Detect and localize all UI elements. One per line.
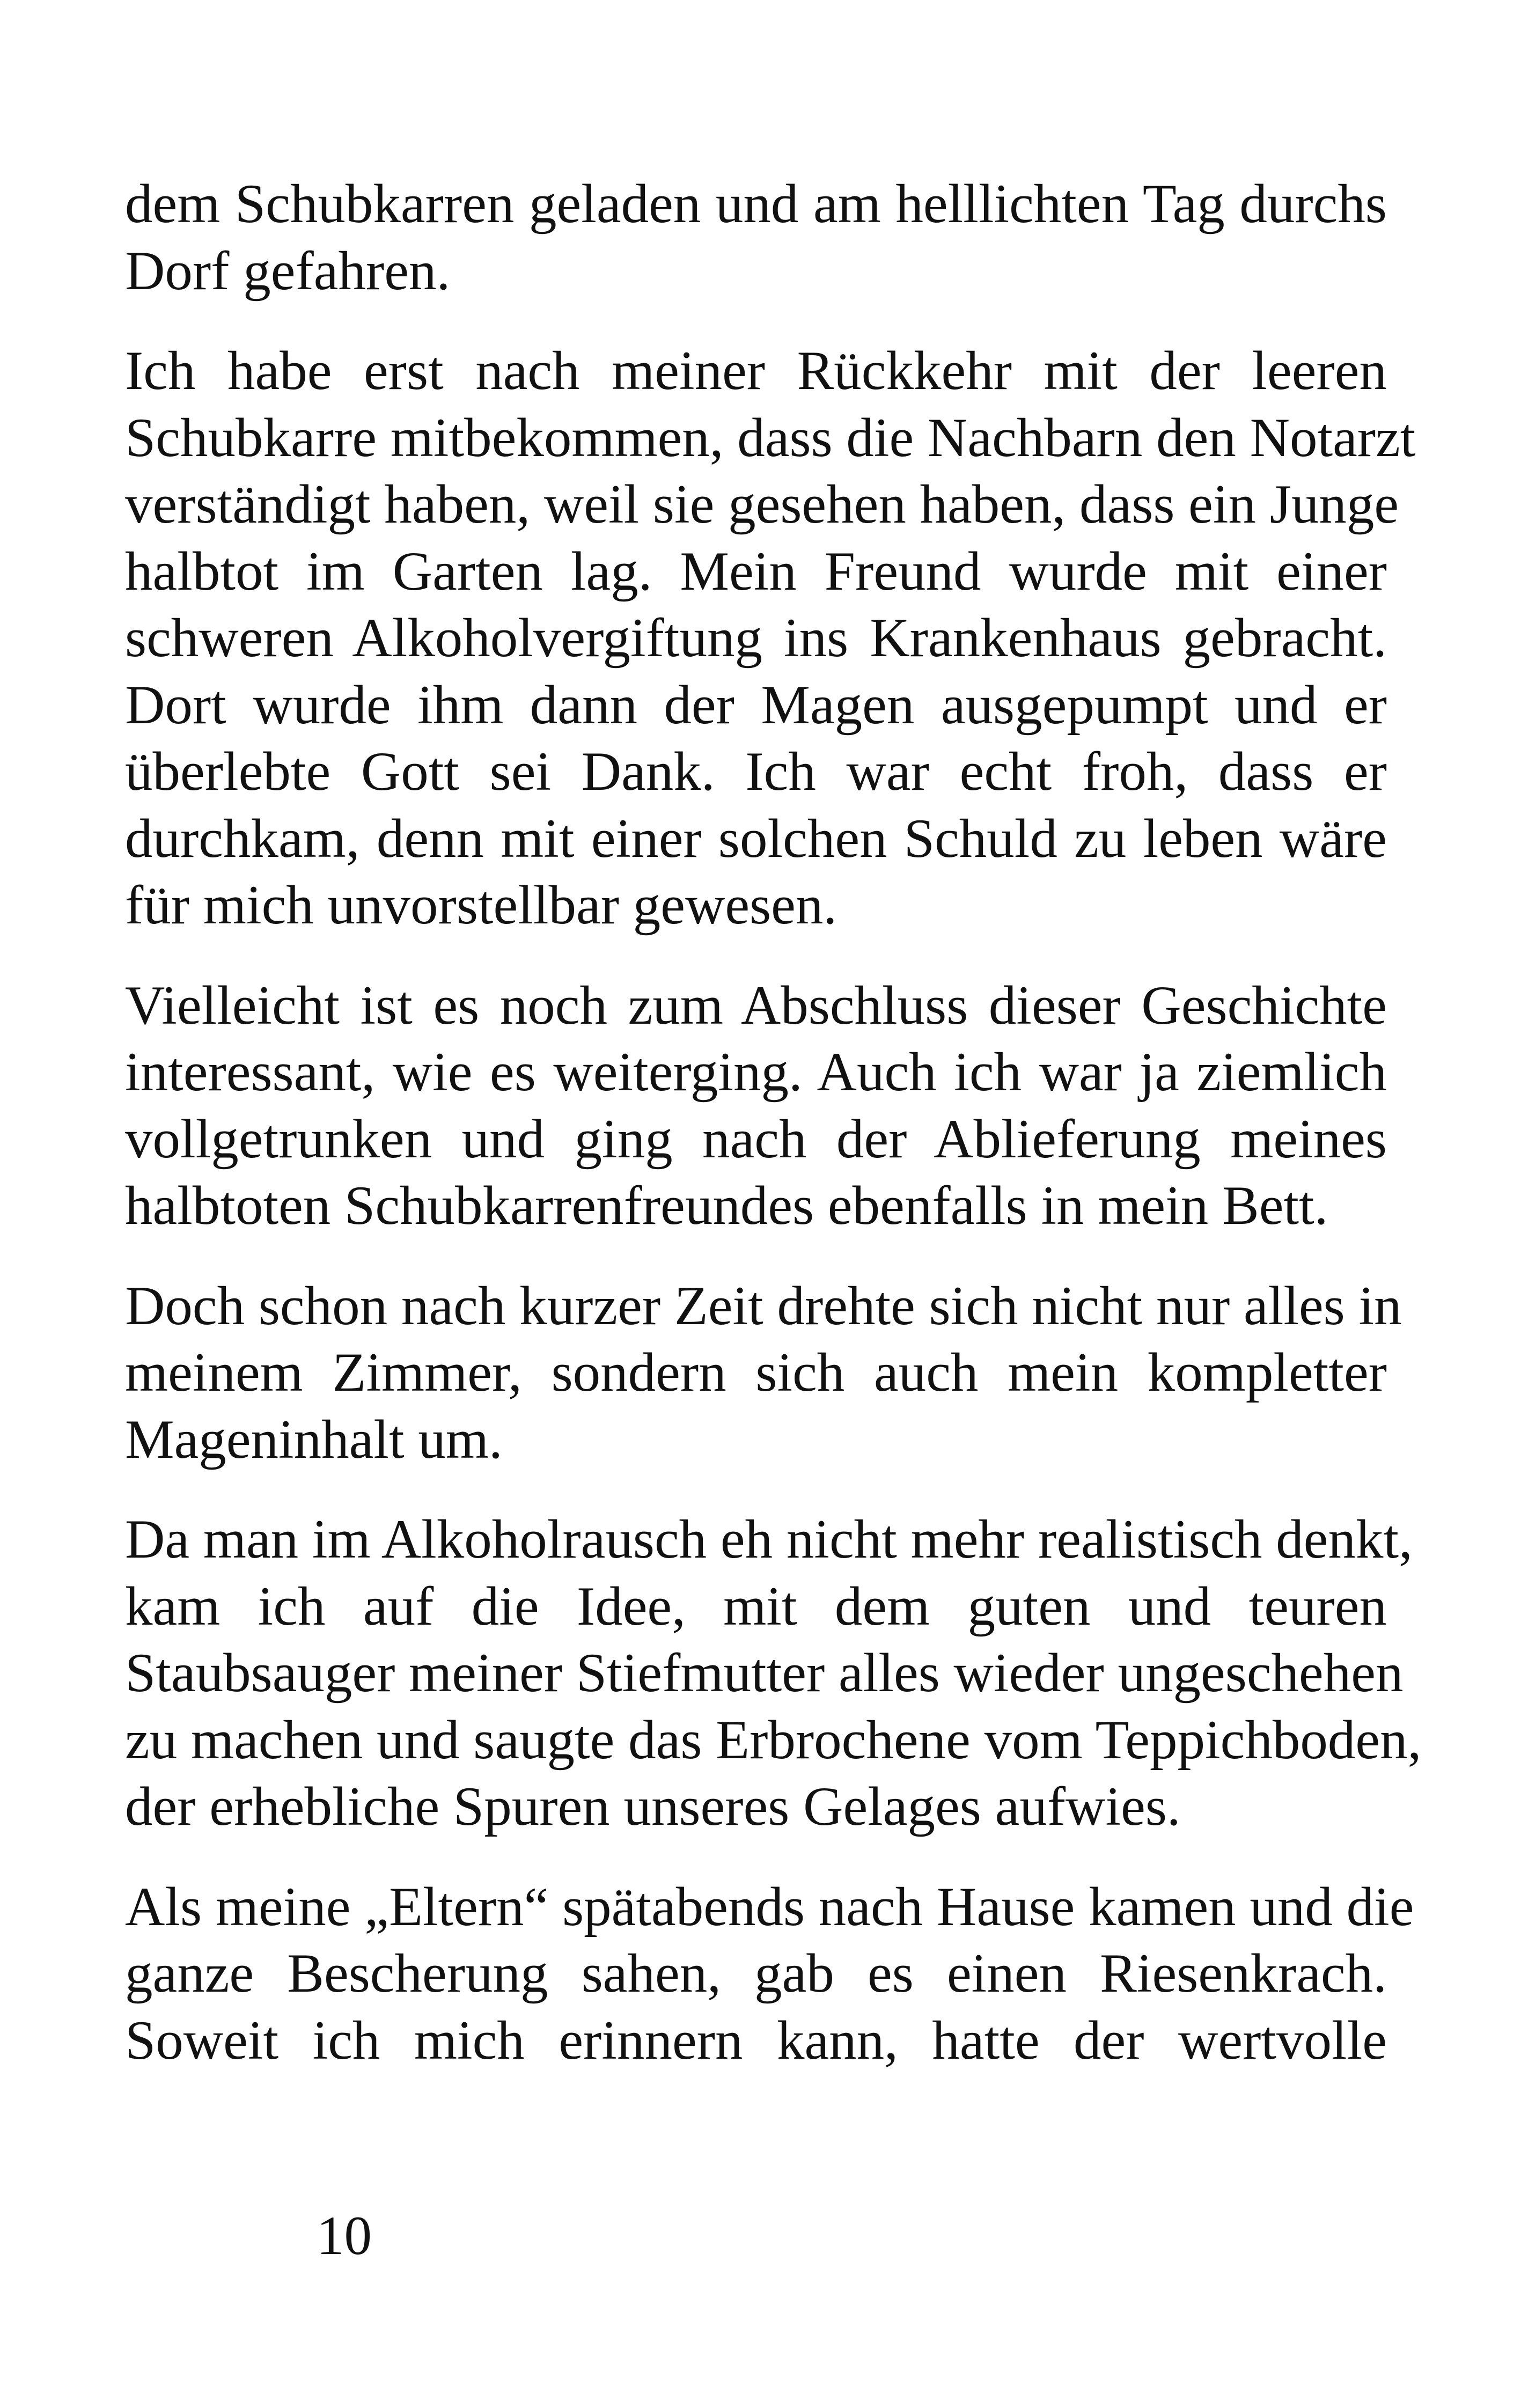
text-line: halbtoten Schubkarrenfreundes ebenfalls in mein Bett. <box>125 1175 1328 1236</box>
page-body <box>125 171 1422 2107</box>
text-line: vollgetrunken und ging nach der Ablieferung meines <box>125 1108 1387 1170</box>
paragraph-6 <box>125 1874 1414 2074</box>
text-line: meinem Zimmer, sondern sich auch mein kompletter <box>125 1342 1387 1403</box>
text-line: halbtot im Garten lag. Mein Freund wurde mit einer <box>125 540 1387 602</box>
text-line: durchkam, denn mit einer solchen Schuld zu leben wäre <box>125 807 1387 869</box>
text-line: verständigt haben, weil sie gesehen haben, dass ein Junge <box>125 474 1399 535</box>
text-line: interessant, wie es weiterging. Auch ich war ja ziemlich <box>125 1041 1387 1103</box>
text-line: Staubsauger meiner Stiefmutter alles wieder ungeschehen <box>125 1642 1404 1704</box>
text-line: dem Schubkarren geladen und am helllichten Tag durchs <box>125 173 1387 234</box>
paragraph-1 <box>125 171 1387 304</box>
text-line: Doch schon nach kurzer Zeit drehte sich nicht nur alles in <box>125 1275 1402 1337</box>
text-line: überlebte Gott sei Dank. Ich war echt froh, dass er <box>125 741 1387 802</box>
text-line: Dort wurde ihm dann der Magen ausgepumpt und er <box>125 674 1387 736</box>
text-line: Schubkarre mitbekommen, dass die Nachbarn den Notarzt <box>125 407 1416 468</box>
paragraph-2 <box>125 337 1416 939</box>
paragraph-3 <box>125 972 1387 1239</box>
text-line: Als meine „Eltern“ spätabends nach Hause kamen und die <box>125 1876 1414 1937</box>
text-line: Dorf gefahren. <box>125 240 451 302</box>
page-number: 10 <box>317 2205 372 2266</box>
text-line: zu machen und saugte das Erbrochene vom Teppichboden, <box>125 1709 1422 1771</box>
paragraph-4 <box>125 1273 1402 1473</box>
text-line: Vielleicht ist es noch zum Abschluss dieser Geschichte <box>125 974 1387 1036</box>
paragraph-5 <box>125 1506 1422 1840</box>
text-line: für mich unvorstellbar gewesen. <box>125 875 837 936</box>
text-line: Soweit ich mich erinnern kann, hatte der wertvolle <box>125 2009 1387 2071</box>
text-line: kam ich auf die Idee, mit dem guten und teuren <box>125 1575 1387 1637</box>
text-line: schweren Alkoholvergiftung ins Krankenhaus gebracht. <box>125 607 1387 669</box>
text-line: Mageninhalt um. <box>125 1408 503 1470</box>
text-line: der erhebliche Spuren unseres Gelages aufwies. <box>125 1776 1181 1837</box>
text-line: ganze Bescherung sahen, gab es einen Riesenkrach. <box>125 1943 1387 2004</box>
text-line: Da man im Alkoholrausch eh nicht mehr realistisch denkt, <box>125 1509 1413 1570</box>
text-line: Ich habe erst nach meiner Rückkehr mit der leeren <box>125 340 1387 401</box>
